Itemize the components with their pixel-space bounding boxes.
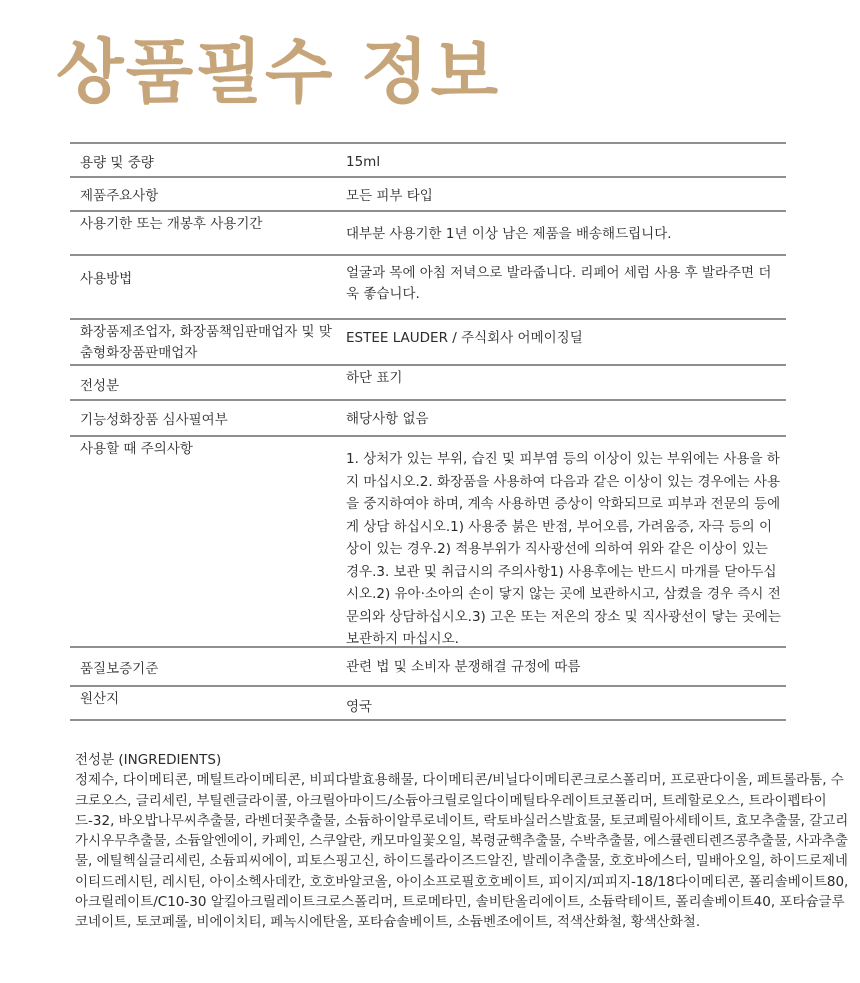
row-label: 전성분	[80, 378, 120, 394]
info-row-usage	[70, 254, 786, 318]
info-row-origin	[70, 685, 786, 721]
row-value: 대부분 사용기한 1년 이상 남은 제품을 배송해드립니다.	[346, 226, 672, 242]
row-value: 15ml	[346, 154, 381, 170]
row-label: 사용할 때 주의사항	[80, 441, 193, 457]
row-value: 모든 피부 타입	[346, 188, 433, 204]
ingredients-text: 정제수, 다이메티콘, 메틸트라이메티콘, 비피다발효용해물, 다이메티콘/비닐다이메티콘크로스폴리머, 프로판다이올, 페트롤라툼, 수크로오스, 글리세린, 부틸렌글라이콜, 아크릴아마이드/소듐아크릴로일다이메틸타우레이트코폴리머, 트레할로오스, 트라이펩타이드-32, 바오밥나무씨추출물, 라벤더꽃추출물, 소듐하이알루로네이트, 락토바실러스발효물, 토코페릴아세테이트, 효모추출물, 갈고리가시우무추출물, 소듐알엔에이, 카페인, 스쿠알란, 캐모마일꽃오일, 복령균핵추출물, 수박추출물, 에스큘렌티렌즈콩추출물, 사과추출물, 에틸헥실글리세린, 소듐피씨에이, 피토스핑고신, 하이드롤라이즈드알진, 발레이추출물, 호호바에스터, 밀배아오일, 하이드로제네이티드레시틴, 레시틴, 아이소헥사데칸, 호호바알코올, 아이소프로필호호베이트, 피이지/피피지-18/18다이메티콘, 폴리솔베이트80, 아크릴레이트/C10-30 알킬아크릴레이트크로스폴리머, 트로메타민, 솔비탄올리에이트, 소듐락테이트, 폴리솔베이트40, 포타슘글루코네이트, 토코페롤, 비에이치티, 페녹시에탄올, 포타슘솔베이트, 소듐벤조에이트, 적색산화철, 황색산화철.	[75, 772, 849, 931]
row-label: 기능성화장품 심사필여부	[80, 412, 228, 428]
info-row-volume	[70, 142, 786, 176]
row-value: 관련 법 및 소비자 분쟁해결 규정에 따름	[346, 659, 581, 675]
row-label: 사용기한 또는 개봉후 사용기간	[80, 216, 263, 232]
info-row-quality	[70, 646, 786, 685]
row-value: 1. 상처가 있는 부위, 습진 및 피부염 등의 이상이 있는 부위에는 사용을 하지 마십시오.2. 화장품을 사용하여 다음과 같은 이상이 있는 경우에는 사용을 중지하여야 하며, 계속 사용하면 증상이 악화되므로 피부과 전문의 등에게 상담 하십시오.1) 사용중 붉은 반점, 부어오름, 가려움증, 자극 등의 이상이 있는 경우.2) 적용부위가 직사광선에 의하여 위와 같은 이상이 있는 경우.3. 보관 및 취급시의 주의사항1) 사용후에는 반드시 마개를 닫아두십시오.2) 유아·소아의 손이 닿지 않는 곳에 보관하시고, 삼켰을 경우 즉시 전문의와 상담하십시오.3) 고온 또는 저온의 장소 및 직사광선이 닿는 곳에는 보관하지 마십시오.	[346, 451, 781, 647]
row-label: 원산지	[80, 691, 120, 707]
info-row-functional	[70, 399, 786, 435]
info-row-expiry	[70, 210, 786, 254]
row-value: 해당사항 없음	[346, 411, 429, 427]
row-label: 사용방법	[80, 271, 133, 287]
ingredients-section	[75, 750, 855, 933]
info-row-precautions	[70, 435, 786, 646]
page-title: 상품필수 정보	[56, 31, 501, 113]
row-label: 용량 및 중량	[80, 155, 154, 171]
row-label: 제품주요사항	[80, 188, 159, 204]
row-value: 얼굴과 목에 아침 저녁으로 발라줍니다. 리페어 세럼 사용 후 발라주면 더욱 좋습니다.	[346, 265, 772, 302]
row-value: 영국	[346, 699, 373, 715]
info-row-main-info	[70, 176, 786, 210]
row-label: 화장품제조업자, 화장품책임판매업자 및 맞춤형화장품판매업자	[80, 324, 332, 361]
info-row-ingredients-ref	[70, 364, 786, 399]
ingredients-title: 전성분 (INGREDIENTS)	[75, 752, 222, 768]
row-label: 품질보증기준	[80, 661, 159, 677]
product-info-table	[70, 142, 786, 721]
row-value: 하단 표기	[346, 370, 403, 386]
row-value: ESTEE LAUDER / 주식회사 어메이징딜	[346, 330, 583, 346]
info-row-manufacturer	[70, 318, 786, 364]
